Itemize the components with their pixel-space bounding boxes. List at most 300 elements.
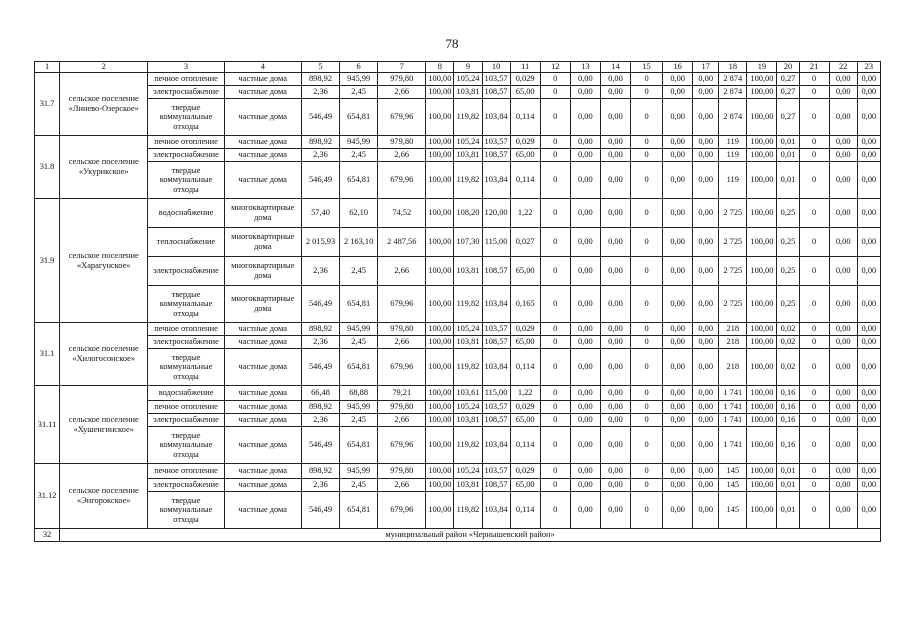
value-cell: 0,00 [857, 228, 880, 257]
value-cell: 0 [630, 86, 662, 99]
value-cell: 0,00 [600, 401, 630, 414]
service-name: электроснабжение [148, 479, 224, 492]
value-cell: 100,00 [747, 336, 777, 349]
value-cell: 108,57 [482, 86, 510, 99]
value-cell: 108,57 [482, 479, 510, 492]
value-cell: 0,00 [857, 427, 880, 464]
value-cell: 0 [630, 286, 662, 323]
value-cell: 0,00 [600, 479, 630, 492]
value-cell: 0 [540, 149, 570, 162]
value-cell: 0,00 [570, 199, 600, 228]
value-cell: 0,00 [600, 386, 630, 401]
value-cell: 0,00 [693, 323, 719, 336]
housing-type: частные дома [224, 99, 301, 136]
value-cell: 898,92 [301, 401, 339, 414]
value-cell: 145 [719, 492, 747, 529]
value-cell: 0,00 [857, 73, 880, 86]
table-row [35, 199, 881, 228]
service-name: твердые коммунальные отходы [148, 349, 224, 386]
row-number: 31.1 [35, 323, 60, 386]
table-body [35, 62, 881, 542]
value-cell: 120,00 [482, 199, 510, 228]
value-cell: 0,00 [663, 349, 693, 386]
value-cell: 0,00 [829, 136, 857, 149]
value-cell: 654,81 [340, 286, 378, 323]
value-cell: 0,00 [693, 427, 719, 464]
value-cell: 0 [799, 401, 829, 414]
value-cell: 0,114 [510, 349, 540, 386]
service-name: твердые коммунальные отходы [148, 286, 224, 323]
value-cell: 654,81 [340, 162, 378, 199]
value-cell: 898,92 [301, 323, 339, 336]
settlement-name: сельское поселение «Хилогосонское» [60, 323, 148, 386]
value-cell: 100,00 [747, 136, 777, 149]
header-row [35, 62, 881, 73]
housing-type: многоквартирные дома [224, 199, 301, 228]
value-cell: 100,00 [747, 401, 777, 414]
column-header: 3 [148, 62, 224, 73]
value-cell: 65,00 [510, 257, 540, 286]
value-cell: 0,00 [600, 464, 630, 479]
value-cell: 0,00 [663, 286, 693, 323]
value-cell: 2,66 [378, 86, 426, 99]
value-cell: 0,00 [829, 386, 857, 401]
value-cell: 0,25 [777, 286, 799, 323]
table-row [35, 464, 881, 479]
value-cell: 0,00 [857, 99, 880, 136]
value-cell: 0,00 [600, 162, 630, 199]
value-cell: 0,00 [829, 73, 857, 86]
value-cell: 0,027 [510, 228, 540, 257]
value-cell: 0,165 [510, 286, 540, 323]
value-cell: 0,00 [663, 323, 693, 336]
column-header: 6 [340, 62, 378, 73]
value-cell: 108,20 [454, 199, 482, 228]
value-cell: 0 [799, 414, 829, 427]
value-cell: 2,36 [301, 86, 339, 99]
column-header: 23 [857, 62, 880, 73]
housing-type: многоквартирные дома [224, 286, 301, 323]
value-cell: 0,00 [570, 401, 600, 414]
value-cell: 1 741 [719, 414, 747, 427]
value-cell: 0,00 [693, 492, 719, 529]
column-header: 17 [693, 62, 719, 73]
value-cell: 2 725 [719, 286, 747, 323]
value-cell: 0,00 [693, 401, 719, 414]
housing-type: частные дома [224, 386, 301, 401]
value-cell: 119,82 [454, 349, 482, 386]
column-header: 14 [600, 62, 630, 73]
value-cell: 945,99 [340, 136, 378, 149]
value-cell: 103,81 [454, 414, 482, 427]
value-cell: 0,00 [857, 349, 880, 386]
value-cell: 105,24 [454, 136, 482, 149]
value-cell: 0 [630, 386, 662, 401]
value-cell: 0,00 [570, 228, 600, 257]
value-cell: 119 [719, 162, 747, 199]
settlement-name: сельское поселение «Хушенгинское» [60, 386, 148, 464]
service-name: электроснабжение [148, 86, 224, 99]
value-cell: 0 [799, 492, 829, 529]
district-row [35, 529, 881, 542]
value-cell: 100,00 [426, 286, 454, 323]
row-number: 31.11 [35, 386, 60, 464]
table-row [35, 86, 881, 99]
value-cell: 100,00 [747, 149, 777, 162]
value-cell: 546,49 [301, 99, 339, 136]
value-cell: 100,00 [426, 136, 454, 149]
value-cell: 0,01 [777, 149, 799, 162]
value-cell: 654,81 [340, 427, 378, 464]
value-cell: 74,52 [378, 199, 426, 228]
value-cell: 679,96 [378, 162, 426, 199]
value-cell: 945,99 [340, 73, 378, 86]
housing-type: частные дома [224, 136, 301, 149]
value-cell: 0,27 [777, 86, 799, 99]
column-header: 10 [482, 62, 510, 73]
value-cell: 0,00 [829, 427, 857, 464]
value-cell: 100,00 [747, 73, 777, 86]
value-cell: 0,00 [570, 336, 600, 349]
value-cell: 100,00 [747, 492, 777, 529]
value-cell: 0,00 [570, 492, 600, 529]
value-cell: 0 [799, 257, 829, 286]
service-name: твердые коммунальные отходы [148, 492, 224, 529]
value-cell: 68,88 [340, 386, 378, 401]
value-cell: 0,114 [510, 492, 540, 529]
value-cell: 0,00 [693, 162, 719, 199]
housing-type: частные дома [224, 336, 301, 349]
value-cell: 100,00 [426, 401, 454, 414]
value-cell: 0,00 [570, 257, 600, 286]
value-cell: 0,00 [857, 323, 880, 336]
housing-type: многоквартирные дома [224, 257, 301, 286]
value-cell: 0 [630, 492, 662, 529]
value-cell: 0,029 [510, 464, 540, 479]
value-cell: 103,57 [482, 401, 510, 414]
value-cell: 0,029 [510, 73, 540, 86]
value-cell: 898,92 [301, 73, 339, 86]
value-cell: 100,00 [747, 286, 777, 323]
tariff-table [34, 61, 881, 542]
value-cell: 0 [799, 349, 829, 386]
value-cell: 0,00 [693, 336, 719, 349]
value-cell: 0,00 [693, 464, 719, 479]
value-cell: 0 [540, 199, 570, 228]
service-name: твердые коммунальные отходы [148, 427, 224, 464]
value-cell: 0,00 [693, 149, 719, 162]
housing-type: частные дома [224, 427, 301, 464]
value-cell: 0 [799, 149, 829, 162]
row-number: 31.7 [35, 73, 60, 136]
value-cell: 119,82 [454, 99, 482, 136]
value-cell: 0,00 [829, 228, 857, 257]
value-cell: 0,00 [693, 286, 719, 323]
value-cell: 0 [540, 492, 570, 529]
value-cell: 66,48 [301, 386, 339, 401]
value-cell: 0,00 [829, 349, 857, 386]
value-cell: 0,00 [829, 336, 857, 349]
value-cell: 0,00 [693, 99, 719, 136]
value-cell: 0,00 [600, 286, 630, 323]
value-cell: 0,00 [570, 86, 600, 99]
value-cell: 0,00 [663, 162, 693, 199]
value-cell: 945,99 [340, 323, 378, 336]
value-cell: 105,24 [454, 73, 482, 86]
service-name: твердые коммунальные отходы [148, 162, 224, 199]
value-cell: 0 [799, 228, 829, 257]
value-cell: 108,57 [482, 257, 510, 286]
value-cell: 2 163,10 [340, 228, 378, 257]
value-cell: 0 [630, 323, 662, 336]
value-cell: 0 [630, 401, 662, 414]
value-cell: 979,80 [378, 323, 426, 336]
value-cell: 0 [540, 336, 570, 349]
value-cell: 0 [799, 286, 829, 323]
value-cell: 0,00 [829, 323, 857, 336]
value-cell: 115,00 [482, 386, 510, 401]
value-cell: 0,01 [777, 464, 799, 479]
value-cell: 654,81 [340, 349, 378, 386]
value-cell: 0 [630, 136, 662, 149]
table-row [35, 99, 881, 136]
value-cell: 2,45 [340, 479, 378, 492]
value-cell: 979,80 [378, 401, 426, 414]
value-cell: 119 [719, 149, 747, 162]
value-cell: 0 [540, 228, 570, 257]
column-header: 5 [301, 62, 339, 73]
value-cell: 679,96 [378, 99, 426, 136]
value-cell: 0,00 [693, 386, 719, 401]
value-cell: 0,00 [600, 136, 630, 149]
value-cell: 100,00 [426, 162, 454, 199]
value-cell: 0,00 [829, 149, 857, 162]
value-cell: 0,00 [663, 492, 693, 529]
value-cell: 2,45 [340, 257, 378, 286]
value-cell: 0 [540, 99, 570, 136]
value-cell: 105,24 [454, 401, 482, 414]
value-cell: 0,00 [857, 336, 880, 349]
value-cell: 2 874 [719, 99, 747, 136]
value-cell: 105,24 [454, 323, 482, 336]
column-header: 2 [60, 62, 148, 73]
value-cell: 0,00 [600, 99, 630, 136]
value-cell: 2,45 [340, 86, 378, 99]
value-cell: 898,92 [301, 464, 339, 479]
value-cell: 0,00 [600, 228, 630, 257]
value-cell: 0,00 [857, 286, 880, 323]
value-cell: 0,00 [693, 349, 719, 386]
table-row [35, 136, 881, 149]
value-cell: 945,99 [340, 401, 378, 414]
value-cell: 546,49 [301, 427, 339, 464]
value-cell: 0 [799, 99, 829, 136]
housing-type: частные дома [224, 73, 301, 86]
value-cell: 100,00 [747, 162, 777, 199]
value-cell: 100,00 [747, 414, 777, 427]
value-cell: 0,00 [693, 86, 719, 99]
table-row [35, 492, 881, 529]
value-cell: 100,00 [747, 86, 777, 99]
value-cell: 100,00 [426, 492, 454, 529]
service-name: печное отопление [148, 136, 224, 149]
value-cell: 0,00 [693, 414, 719, 427]
service-name: водоснабжение [148, 386, 224, 401]
value-cell: 654,81 [340, 99, 378, 136]
value-cell: 145 [719, 479, 747, 492]
value-cell: 0 [540, 349, 570, 386]
value-cell: 0,00 [829, 162, 857, 199]
value-cell: 100,00 [747, 323, 777, 336]
value-cell: 0 [799, 86, 829, 99]
table-row [35, 401, 881, 414]
value-cell: 0 [540, 386, 570, 401]
value-cell: 0,02 [777, 336, 799, 349]
value-cell: 0 [630, 73, 662, 86]
value-cell: 979,80 [378, 136, 426, 149]
value-cell: 0,00 [829, 492, 857, 529]
value-cell: 0 [540, 286, 570, 323]
value-cell: 0,00 [663, 199, 693, 228]
service-name: электроснабжение [148, 257, 224, 286]
value-cell: 0 [540, 73, 570, 86]
value-cell: 0,00 [693, 257, 719, 286]
column-header: 21 [799, 62, 829, 73]
column-header: 20 [777, 62, 799, 73]
housing-type: частные дома [224, 86, 301, 99]
value-cell: 0,00 [857, 149, 880, 162]
value-cell: 0,00 [829, 286, 857, 323]
value-cell: 2,66 [378, 257, 426, 286]
value-cell: 0,00 [600, 257, 630, 286]
value-cell: 100,00 [747, 199, 777, 228]
value-cell: 115,00 [482, 228, 510, 257]
value-cell: 218 [719, 323, 747, 336]
value-cell: 2 725 [719, 228, 747, 257]
value-cell: 0,00 [663, 257, 693, 286]
value-cell: 0,25 [777, 257, 799, 286]
value-cell: 103,84 [482, 427, 510, 464]
value-cell: 1,22 [510, 386, 540, 401]
value-cell: 0,00 [600, 427, 630, 464]
value-cell: 108,57 [482, 414, 510, 427]
value-cell: 100,00 [426, 149, 454, 162]
settlement-name: сельское поселение «Энгорокское» [60, 464, 148, 529]
value-cell: 100,00 [426, 323, 454, 336]
table-row [35, 228, 881, 257]
value-cell: 0,00 [829, 401, 857, 414]
value-cell: 0,00 [693, 73, 719, 86]
value-cell: 0,00 [693, 228, 719, 257]
value-cell: 103,57 [482, 73, 510, 86]
value-cell: 100,00 [426, 228, 454, 257]
value-cell: 0,16 [777, 386, 799, 401]
value-cell: 0 [630, 464, 662, 479]
value-cell: 2,66 [378, 479, 426, 492]
column-header: 15 [630, 62, 662, 73]
housing-type: частные дома [224, 162, 301, 199]
value-cell: 100,00 [747, 257, 777, 286]
value-cell: 0 [799, 199, 829, 228]
value-cell: 0,16 [777, 401, 799, 414]
value-cell: 0 [799, 336, 829, 349]
value-cell: 546,49 [301, 492, 339, 529]
value-cell: 979,80 [378, 464, 426, 479]
value-cell: 2,36 [301, 336, 339, 349]
value-cell: 0,00 [600, 492, 630, 529]
value-cell: 0 [799, 162, 829, 199]
value-cell: 103,57 [482, 464, 510, 479]
value-cell: 0 [540, 414, 570, 427]
value-cell: 0,00 [663, 149, 693, 162]
housing-type: частные дома [224, 414, 301, 427]
service-name: теплоснабжение [148, 228, 224, 257]
housing-type: частные дома [224, 323, 301, 336]
value-cell: 0,00 [663, 386, 693, 401]
value-cell: 679,96 [378, 427, 426, 464]
value-cell: 0,029 [510, 323, 540, 336]
value-cell: 0 [540, 464, 570, 479]
value-cell: 100,00 [426, 386, 454, 401]
value-cell: 0 [630, 162, 662, 199]
value-cell: 0,00 [600, 323, 630, 336]
value-cell: 103,81 [454, 86, 482, 99]
value-cell: 0 [540, 323, 570, 336]
value-cell: 0,00 [857, 414, 880, 427]
value-cell: 0,01 [777, 162, 799, 199]
column-header: 8 [426, 62, 454, 73]
value-cell: 0,00 [829, 99, 857, 136]
row-number: 31.12 [35, 464, 60, 529]
value-cell: 65,00 [510, 479, 540, 492]
value-cell: 100,00 [747, 427, 777, 464]
value-cell: 100,00 [747, 386, 777, 401]
value-cell: 0,00 [829, 199, 857, 228]
value-cell: 0,00 [570, 427, 600, 464]
value-cell: 0 [540, 162, 570, 199]
value-cell: 0 [630, 414, 662, 427]
value-cell: 546,49 [301, 349, 339, 386]
housing-type: частные дома [224, 479, 301, 492]
value-cell: 0,00 [663, 427, 693, 464]
value-cell: 546,49 [301, 162, 339, 199]
value-cell: 1,22 [510, 199, 540, 228]
column-header: 12 [540, 62, 570, 73]
value-cell: 0,00 [663, 73, 693, 86]
value-cell: 103,84 [482, 349, 510, 386]
value-cell: 100,00 [747, 228, 777, 257]
value-cell: 100,00 [747, 99, 777, 136]
value-cell: 0 [540, 479, 570, 492]
value-cell: 100,00 [426, 99, 454, 136]
value-cell: 2,36 [301, 479, 339, 492]
service-name: печное отопление [148, 73, 224, 86]
value-cell: 0,00 [693, 136, 719, 149]
value-cell: 0 [799, 427, 829, 464]
value-cell: 218 [719, 349, 747, 386]
value-cell: 0,00 [663, 414, 693, 427]
value-cell: 2,45 [340, 149, 378, 162]
value-cell: 0,00 [663, 401, 693, 414]
value-cell: 100,00 [747, 349, 777, 386]
value-cell: 65,00 [510, 86, 540, 99]
table-row [35, 286, 881, 323]
table-row [35, 149, 881, 162]
value-cell: 898,92 [301, 136, 339, 149]
value-cell: 679,96 [378, 492, 426, 529]
value-cell: 0 [630, 99, 662, 136]
value-cell: 0,00 [663, 99, 693, 136]
